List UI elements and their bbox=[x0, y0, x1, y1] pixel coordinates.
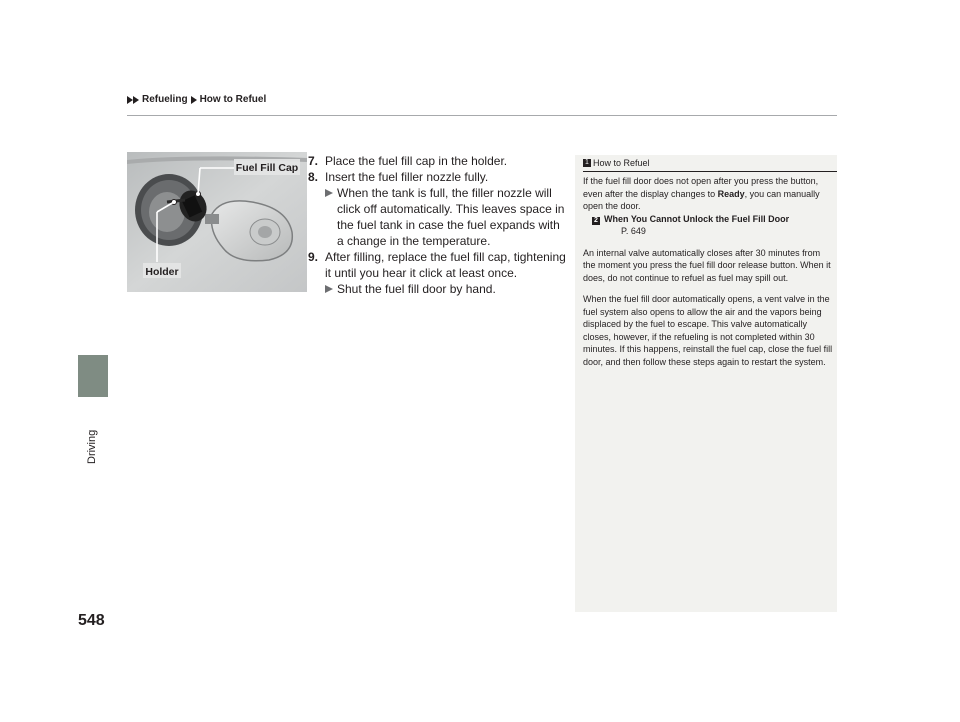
side-note-panel bbox=[575, 155, 837, 612]
detail-text: Shut the fuel fill door by hand. bbox=[337, 282, 496, 296]
note-heading bbox=[583, 158, 650, 168]
procedure-steps bbox=[307, 153, 567, 297]
step-8-detail bbox=[307, 185, 567, 249]
note-badge-icon: 1 bbox=[583, 159, 591, 167]
step-text: Insert the fuel filler nozzle fully. bbox=[325, 170, 489, 184]
detail-text: When the tank is full, the filler nozzle will click off automatically. This leaves space in the fuel tank in case the fuel expands with a change in the temperature. bbox=[337, 186, 565, 248]
cross-reference-page[interactable]: P. 649 bbox=[621, 226, 646, 236]
step-text: After filling, replace the fuel fill cap, tightening it until you hear it click at least once. bbox=[325, 250, 566, 280]
note-text: If the fuel fill door does not open after you press the button, even after the display changes to bbox=[583, 176, 819, 199]
step-number: 7. bbox=[308, 154, 319, 168]
breadcrumb bbox=[127, 94, 266, 105]
step-8 bbox=[307, 169, 567, 185]
step-number: 8. bbox=[308, 170, 319, 184]
page-number: 548 bbox=[78, 612, 105, 629]
arrow-right-icon bbox=[325, 189, 333, 197]
fuel-door-illustration bbox=[127, 152, 307, 292]
note-divider bbox=[583, 171, 837, 172]
step-7 bbox=[307, 153, 567, 169]
label-fuel-fill-cap: Fuel Fill Cap bbox=[235, 162, 299, 174]
header-divider bbox=[127, 115, 837, 116]
label-holder: Holder bbox=[145, 266, 179, 278]
note-ready-term: Ready bbox=[717, 188, 745, 199]
note-title: How to Refuel bbox=[593, 158, 650, 168]
note-paragraph: When the fuel fill door automatically opens, a vent valve in the fuel system also opens to allow the air and the vapors being displaced by the fuel to escape. This valve automatically closes, however, if the refueling is not completed within 30 minutes. If this happens, reinstall the fuel cap, close the fuel fill door, and then follow these steps again to restart the system. bbox=[583, 294, 833, 367]
cross-reference-icon: 2 bbox=[592, 217, 600, 225]
section-label: Driving bbox=[86, 429, 98, 464]
step-text: Place the fuel fill cap in the holder. bbox=[325, 154, 508, 168]
breadcrumb-current[interactable]: How to Refuel bbox=[199, 94, 267, 105]
breadcrumb-parent[interactable]: Refueling bbox=[142, 94, 188, 105]
step-9-detail bbox=[307, 281, 567, 297]
note-body bbox=[583, 175, 833, 377]
breadcrumb-arrow-icon bbox=[133, 96, 139, 104]
section-tab[interactable] bbox=[78, 355, 108, 397]
note-paragraph: An internal valve automatically closes after 30 minutes from the moment you press the fuel fill door release button. When it does, do not continue to refuel as fuel may spill out. bbox=[583, 247, 831, 283]
step-number: 9. bbox=[308, 250, 319, 264]
arrow-right-icon bbox=[325, 285, 333, 293]
note-paragraph bbox=[583, 175, 833, 238]
note-text: , you can manually open the door. bbox=[583, 188, 820, 211]
cross-reference-link[interactable] bbox=[592, 213, 833, 238]
step-9 bbox=[307, 249, 567, 281]
breadcrumb-separator-icon bbox=[191, 96, 197, 104]
cross-reference-title[interactable]: When You Cannot Unlock the Fuel Fill Door bbox=[604, 213, 790, 224]
